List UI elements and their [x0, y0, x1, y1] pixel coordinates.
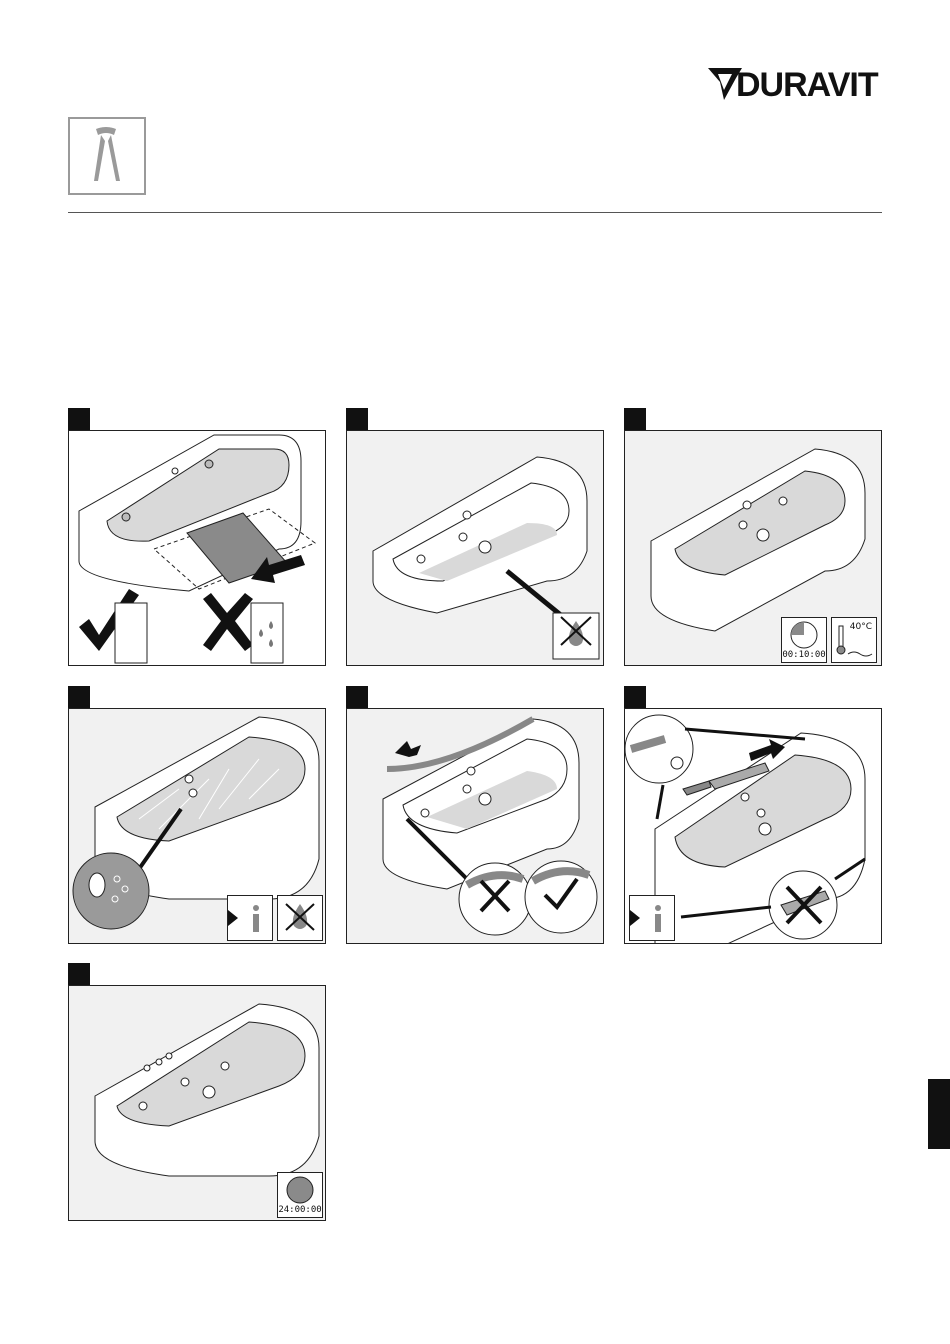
temperature-readout: 40°C	[849, 622, 872, 632]
tool-indicator	[68, 117, 146, 195]
step-number-2	[346, 408, 368, 430]
step-panel-1	[68, 430, 326, 666]
timer-readout: 00:10:00	[782, 650, 826, 660]
step-panel-3	[624, 430, 882, 666]
timer-icon-box	[277, 1172, 323, 1218]
step-panel-2	[346, 430, 604, 666]
info-icon	[629, 895, 675, 941]
brand-logo	[706, 60, 890, 104]
timer-icon-box	[781, 617, 827, 663]
step-panel-6	[624, 708, 882, 944]
step-panel-4	[68, 708, 326, 944]
temperature-icon-box	[831, 617, 877, 663]
timer-readout: 24:00:00	[278, 1205, 322, 1215]
step-number-7	[68, 963, 90, 985]
no-water-icon	[277, 895, 323, 941]
step-number-1	[68, 408, 90, 430]
page-side-tab	[928, 1079, 950, 1149]
info-icon	[227, 895, 273, 941]
step-number-3	[624, 408, 646, 430]
header-divider	[68, 212, 882, 213]
step-panel-7	[68, 985, 326, 1221]
step-panel-5	[346, 708, 604, 944]
step-number-6	[624, 686, 646, 708]
brand-wordmark: DURAVIT	[736, 66, 878, 104]
step-number-5	[346, 686, 368, 708]
pliers-icon	[70, 119, 144, 193]
cross-icon	[203, 593, 253, 651]
step-number-4	[68, 686, 90, 708]
